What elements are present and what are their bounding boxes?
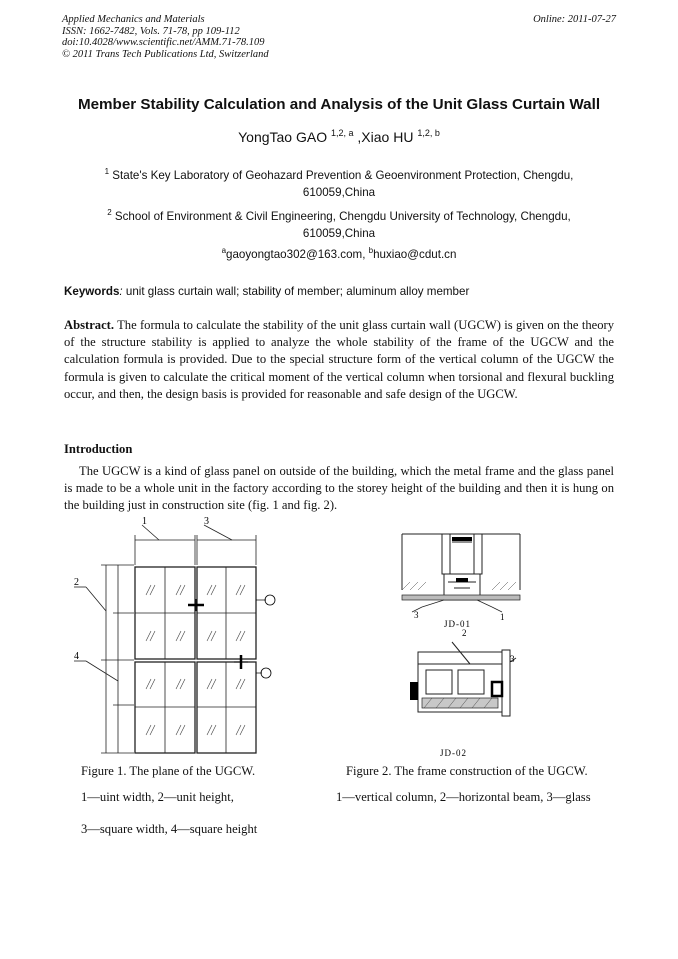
journal-name: Applied Mechanics and Materials: [62, 14, 205, 25]
figure-1-legend-2: 3—square width, 4—square height: [81, 822, 258, 836]
figure-2-legend: 1—vertical column, 2—horizontal beam, 3—glass: [336, 790, 591, 804]
fig2-label-3-side: 3: [510, 654, 515, 664]
email-b[interactable]: huxiao@cdut.cn: [373, 248, 457, 261]
email-a[interactable]: gaoyongtao302@163.com,: [226, 248, 369, 261]
fig2-label-3-top: 3: [414, 610, 419, 620]
fig1-label-1: 1: [142, 516, 147, 527]
fig2-label-jd02: JD-02: [440, 748, 467, 758]
section-heading-introduction: Introduction: [64, 442, 133, 456]
keywords: Keywords: unit glass curtain wall; stability of member; aluminum alloy member: [64, 285, 470, 298]
abstract: [64, 317, 614, 403]
author-1: YongTao GAO: [238, 129, 328, 145]
author-1-affil: 1,2, a: [331, 128, 354, 138]
author-2-affil: 1,2, b: [417, 128, 440, 138]
fig1-label-4: 4: [74, 651, 79, 662]
abstract-label: Abstract.: [64, 318, 115, 332]
journal-header: [62, 14, 269, 60]
paper-title: Member Stability Calculation and Analysis of the Unit Glass Curtain Wall: [77, 96, 601, 113]
figure-1-legend-1: 1—uint width, 2—unit height,: [81, 790, 234, 804]
abstract-text: The formula to calculate the stability of the unit glass curtain wall (UGCW) is given on the theory of the structure stability is applied to analyze the whole stability of the frame of the UGCW and the calculation formula is provided. Due to the special structure form of the vertical column of the UGCW the formula is given to calculate the critical moment of the vertical column when torsional and flexural buckling occur, and then, the design basis is provided for reasonable and safe design of the UGCW.: [64, 318, 614, 401]
figure-2-drawing: [392, 522, 532, 762]
email-line: $^a$gaoyongtao302@163.com, $^b$huxiao@cdut.cn: [221, 246, 457, 261]
issn: ISSN: 1662-7482, Vols. 71-78, pp 109-112: [62, 25, 240, 37]
figure-2-caption: Figure 2. The frame construction of the UGCW.: [346, 764, 588, 778]
copyright: © 2011 Trans Tech Publications Ltd, Switzerland: [62, 48, 269, 60]
doi: doi:10.4028/www.scientific.net/AMM.71-78.109: [62, 37, 265, 48]
fig2-label-1: 1: [500, 612, 505, 622]
keywords-text: unit glass curtain wall; stability of member; aluminum alloy member: [122, 285, 470, 298]
figure-1-caption: Figure 1. The plane of the UGCW.: [81, 764, 256, 778]
affiliation-1: $^1$ State's Key Laboratory of Geohazard Prevention & Geoenvironment Protection, Chengdu, 610059,China: [104, 167, 574, 199]
fig2-label-2: 2: [462, 628, 467, 638]
author-2: ,Xiao HU: [353, 129, 414, 145]
fig1-label-2: 2: [74, 577, 79, 588]
figure-1-drawing: [64, 515, 294, 755]
introduction-text: The UGCW is a kind of glass panel on outside of the building, which the metal frame and the glass panel is made to be a whole unit in the factory according to the storey height of the building and then it is hung on the building just in construction site (fig. 1 and fig. 2).: [64, 464, 614, 512]
affiliation-2: $^2$ School of Environment & Civil Engineering, Chengdu University of Technology, Chengdu, 610059,China: [107, 208, 571, 240]
keywords-label: Keywords: [64, 285, 120, 298]
online-date: Online: 2011-07-27: [533, 14, 616, 25]
author-line: [0, 128, 678, 145]
fig1-label-3: 3: [204, 516, 209, 527]
fig2-label-jd01: JD-01: [444, 619, 471, 629]
